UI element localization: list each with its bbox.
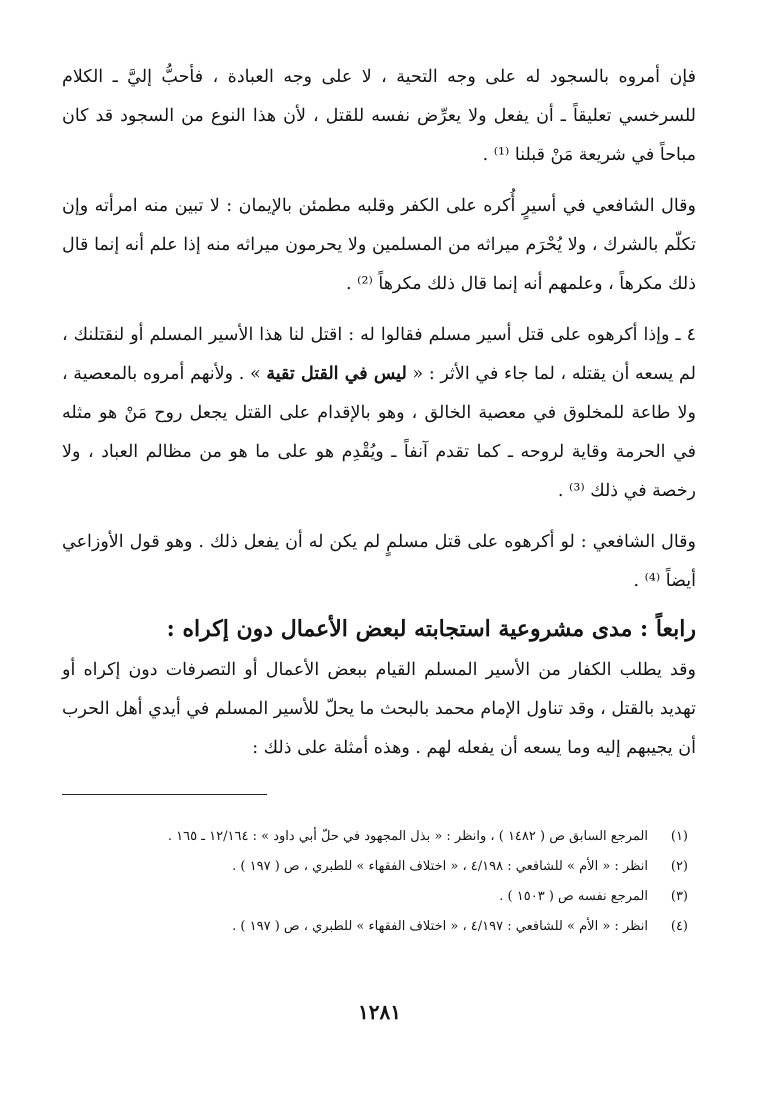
paragraph-coerced-killing-prefix: ٤ ـ وإذا أكرهوه على قتل أسير مسلم فقالوا له : اقتل لنا هذا الأسير المسلم أو لنقتلنك ، لم يسعه أن يقتله ، لما جاء في الأثر : « [62, 325, 696, 384]
footnote-text: انظر : « الأم » للشافعي : ٤/١٩٨ ، « اختلاف الفقهاء » للطبري ، ص ( ١٩٧ ) . [232, 859, 648, 874]
paragraph-shafii-awzai: وقال الشافعي : لو أكرهوه على قتل مسلمٍ لم يكن له أن يفعل ذلك . وهو قول الأوزاعي أيضاً ⁽⁴⁾ . [62, 532, 696, 591]
footnote-separator [62, 792, 696, 822]
footnote-item [62, 912, 696, 942]
footnotes [62, 822, 696, 942]
footnote-item [62, 822, 696, 852]
paragraph-coerced-killing-suffix: » . ولأنهم أمروه بالمعصية ، ولا طاعة للمخلوق في معصية الخالق ، وهو بالإقدام على القتل يجعل روح مَنْ هو مثله في الحرمة وقاية لروحه ـ كما تقدم آنفاً ـ ويُقْدِم هو على ما هو من مظالم العباد ، ولا رخصة في ذلك ⁽³⁾ . [62, 364, 696, 501]
footnote-number: (١) [670, 829, 688, 844]
footnote-text: المرجع نفسه ص ( ١٥٠٣ ) . [499, 889, 648, 904]
paragraph-shafii-coerced-disbelief: وقال الشافعي في أسيرٍ أُكره على الكفر وقلبه مطمئن بالإيمان : لا تبين منه امرأته وإن تكلّم بالشرك ، ولا يُحْرَم ميراثه من المسلمين ولا يحرمون ميراثه منه إذا علم أنه إنما قال ذلك مكرهاً ، وعلمهم أنه إنما قال ذلك مكرهاً ⁽²⁾ . [62, 196, 696, 294]
paragraph-coerced-killing [62, 316, 696, 511]
footnote-number: (٣) [670, 889, 688, 904]
paragraph-voluntary-acts: وقد يطلب الكفار من الأسير المسلم القيام ببعض الأعمال أو التصرفات دون إكراه أو تهديد بالقتل ، وقد تناول الإمام محمد بالبحث ما يحلّ للأسير المسلم في أيدي أهل الحرب أن يجيبهم إليه وما يسعه أن يفعله لهم . وهذه أمثلة على ذلك : [62, 660, 696, 758]
page-number: ١٢٨١ [358, 1000, 401, 1024]
footnote-rule [62, 794, 267, 795]
paragraph-prostration: فإن أمروه بالسجود له على وجه التحية ، لا على وجه العبادة ، فأحبُّ إليَّ ـ الكلام للسرخسي تعليقاً ـ أن يفعل ولا يعرِّض نفسه للقتل ، لأن هذا النوع من السجود قد كان مباحاً في شريعة مَنْ قبلنا ⁽¹⁾ . [62, 67, 696, 165]
footnote-text: انظر : « الأم » للشافعي : ٤/١٩٧ ، « اختلاف الفقهاء » للطبري ، ص ( ١٩٧ ) . [232, 919, 648, 934]
athar-quote: ليس في القتل تقية [266, 364, 407, 384]
footnote-item [62, 852, 696, 882]
section-heading: رابعاً : مدى مشروعية استجابته لبعض الأعمال دون إكراه : [166, 616, 696, 642]
footnote-number: (٤) [670, 919, 688, 934]
footnote-number: (٢) [670, 859, 688, 874]
footnote-text: المرجع السابق ص ( ١٤٨٢ ) ، وانظر : « بذل المجهود في حلّ أبي داود » : ١٢/١٦٤ ـ ١٦٥ . [167, 829, 648, 844]
footnote-item [62, 882, 696, 912]
